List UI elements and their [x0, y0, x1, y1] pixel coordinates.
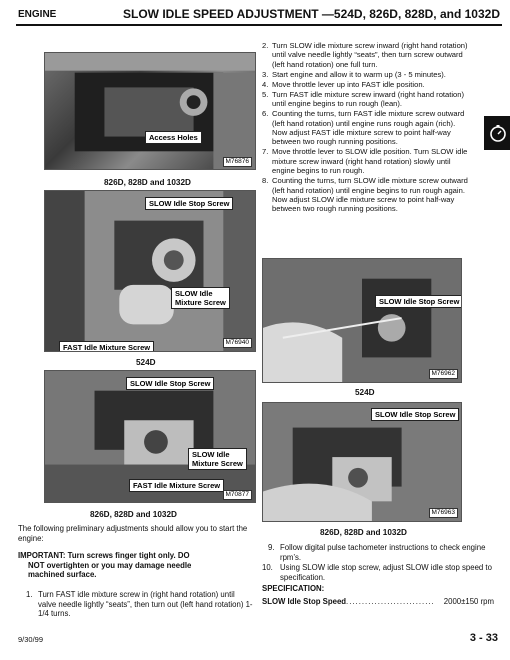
figure-caption: 826D, 828D and 1032D [320, 528, 407, 537]
intro-paragraph: The following preliminary adjustments should allow you to start the engine: [18, 524, 248, 543]
step-text: Turn FAST idle mixture screw in (right hand rotation) until valve needle lightly “seats”, then turn out (left hand rotation) 1-1/4 turns. [38, 590, 253, 618]
procedure-steps [262, 41, 468, 214]
page-title: SLOW IDLE SPEED ADJUSTMENT —524D, 826D, 828D, and 1032D [123, 7, 500, 21]
step-number: 9. [268, 543, 275, 552]
step-item [268, 543, 494, 562]
important-note [18, 551, 256, 580]
footer-date: 9/30/99 [18, 635, 44, 644]
figure-code: M76962 [429, 369, 459, 379]
label-slow-idle-stop-screw: SLOW Idle Stop Screw [145, 197, 233, 210]
step-item: 2. Turn SLOW idle mixture screw inward (right hand rotation) until valve needle lightly “seats”, then turn screw outward (left hand rotation) one full turn. [262, 41, 468, 69]
label-line-2: Mixture Screw [192, 459, 243, 468]
step-item: 6. Counting the turns, turn FAST idle mixture screw outward (left hand rotation) until engine runs rough again (rich). Now adjust FAST idle mixture screw to point half-way between two rough running positions. [262, 109, 465, 147]
figure-code: M76940 [223, 338, 253, 348]
step-item: 4. Move throttle lever up into FAST idle position. [262, 79, 425, 89]
label-fast-idle-mixture-screw: FAST Idle Mixture Screw [59, 341, 154, 352]
figure-826d-carburetor-photo [44, 370, 256, 503]
figure-code: M76876 [223, 157, 253, 167]
step-text: Follow digital pulse tachometer instructions to check engine rpm’s. [280, 543, 486, 562]
label-slow-idle-stop-screw: SLOW Idle Stop Screw [371, 408, 459, 421]
label-slow-idle-mixture-screw [188, 448, 247, 470]
label-slow-idle-stop-screw: SLOW Idle Stop Screw [375, 295, 462, 308]
figure-524d-stop-screw-photo [262, 258, 462, 383]
step-item [26, 590, 254, 619]
important-line-1: IMPORTANT: Turn screws finger tight only. DO [18, 551, 190, 560]
step-item [262, 563, 494, 582]
figure-524d-carburetor-photo [44, 190, 256, 352]
figure-code: M76963 [429, 508, 459, 518]
label-slow-idle-stop-screw: SLOW Idle Stop Screw [126, 377, 214, 390]
section-name: ENGINE [18, 9, 57, 20]
step-item: 3. Start engine and allow it to warm up (3 - 5 minutes). [262, 69, 446, 79]
step-number: 10. [262, 563, 273, 572]
stopwatch-icon [489, 124, 507, 142]
label-slow-idle-mixture-screw [171, 287, 230, 309]
figure-826d-stop-screw-photo [262, 402, 462, 522]
spec-label: SLOW Idle Stop Speed [262, 597, 347, 606]
label-access-holes: Access Holes [145, 131, 202, 144]
spec-value: 2000±150 rpm [443, 597, 494, 606]
spec-line [262, 597, 494, 606]
step-item: 5. Turn FAST idle mixture screw inward (right hand rotation) until engine begins to run rough (lean). [262, 89, 465, 109]
header-rule [16, 24, 502, 26]
step-text: Using SLOW idle stop screw, adjust SLOW idle stop speed to specification. [280, 563, 492, 582]
figure-caption: 524D [355, 388, 375, 397]
important-line-3: machined surface. [28, 570, 97, 579]
step-item: 7. Move throttle lever to SLOW idle position. Turn SLOW idle mixture screw inward (right hand rotation) slowly until engine begins to run rough. [262, 147, 468, 176]
label-line-1: SLOW Idle [192, 450, 230, 459]
step-number: 1. [26, 590, 33, 599]
figure-code: M70877 [223, 490, 253, 500]
step-item: 8. Counting the turns, turn SLOW idle mixture screw outward (left hand rotation) until engine begins to run rough again. Now adjust SLOW idle mixture screw to point half-way between two rough running positions. [262, 176, 468, 214]
figure-caption: 826D, 828D and 1032D [90, 510, 177, 519]
label-fast-idle-mixture-screw: FAST Idle Mixture Screw [129, 479, 224, 492]
spec-leader-dots: ............................ [346, 597, 435, 606]
figure-access-holes-photo [44, 52, 256, 170]
label-line-1: SLOW Idle [175, 289, 213, 298]
spec-heading: SPECIFICATION: [262, 584, 325, 593]
figure-caption: 524D [136, 358, 156, 367]
page-number: 3 - 33 [469, 632, 498, 644]
label-line-2: Mixture Screw [175, 298, 226, 307]
figure-caption: 826D, 828D and 1032D [104, 178, 191, 187]
important-line-2: NOT overtighten or you may damage needle [28, 560, 192, 570]
